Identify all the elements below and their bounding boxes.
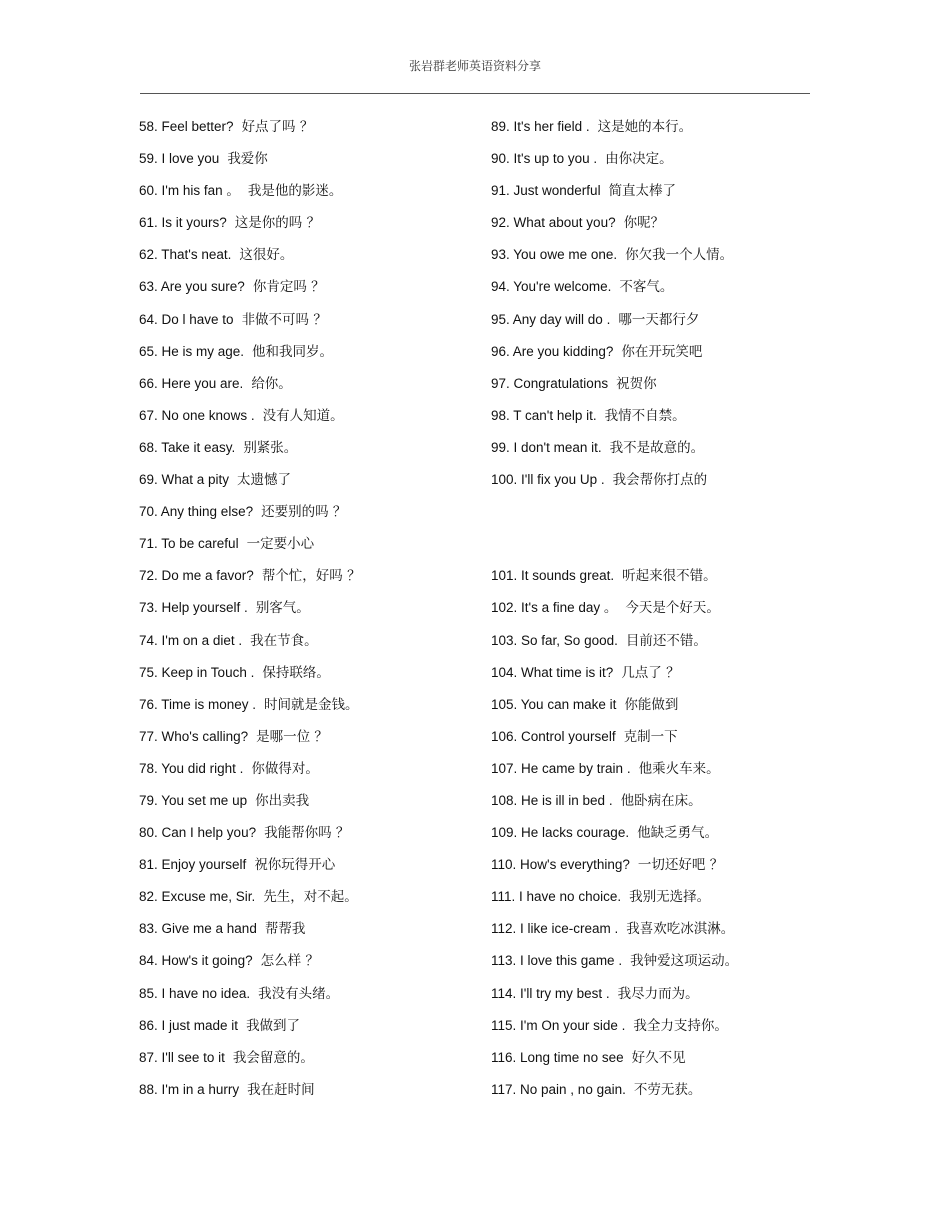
phrase-english: 67. No one knows . — [139, 407, 255, 423]
phrase-english: 98. T can't help it. — [491, 407, 597, 423]
phrase-chinese: 你出卖我 — [255, 792, 310, 809]
phrase-chinese: 好久不见 — [631, 1049, 686, 1066]
phrase-chinese: 我在节食。 — [250, 632, 318, 649]
phrase-row — [491, 753, 821, 785]
phrase-english: 84. How's it going? — [139, 953, 253, 969]
phrase-chinese: 几点了 ？ — [621, 664, 680, 681]
phrase-chinese: 我别无选择。 — [629, 889, 711, 906]
phrase-row — [491, 785, 821, 817]
phrase-row — [139, 143, 469, 175]
phrase-english: 105. You can make it — [491, 696, 617, 712]
phrase-row — [139, 849, 469, 881]
phrase-row — [139, 175, 469, 207]
phrase-row — [139, 1042, 469, 1074]
phrase-chinese: 你在开玩笑吧 — [621, 343, 703, 360]
phrase-chinese: 怎么样 ？ — [260, 953, 319, 970]
phrase-row — [491, 239, 821, 271]
phrase-english: 78. You did right . — [139, 760, 244, 776]
phrase-english: 64. Do l have to — [139, 311, 234, 327]
phrase-row — [139, 368, 469, 400]
phrase-row — [491, 368, 821, 400]
phrase-row — [139, 496, 469, 528]
phrase-chinese: 你做得对。 — [251, 760, 319, 777]
phrase-row — [491, 978, 821, 1010]
phrase-chinese: 别紧张。 — [243, 439, 298, 456]
phrase-chinese: 祝贺你 — [616, 375, 657, 392]
phrase-row — [491, 881, 821, 913]
phrase-english: 63. Are you sure? — [139, 279, 245, 295]
phrase-row — [491, 496, 821, 528]
phrase-english: 60. I'm his fan 。 — [139, 183, 240, 199]
phrase-row — [491, 207, 821, 239]
phrase-row — [139, 1074, 469, 1106]
phrase-row — [139, 528, 469, 560]
phrase-row — [139, 592, 469, 624]
phrase-english: 88. I'm in a hurry — [139, 1081, 240, 1097]
phrase-english: 87. I'll see to it — [139, 1049, 225, 1065]
phrase-row — [139, 560, 469, 592]
phrase-chinese: 一切还好吧 ？ — [637, 857, 724, 874]
phrase-english: 76. Time is money . — [139, 696, 257, 712]
phrase-english: 116. Long time no see — [491, 1049, 624, 1065]
phrase-english: 73. Help yourself . — [139, 600, 248, 616]
phrase-english: 59. I love you — [139, 151, 220, 167]
phrase-row — [491, 1074, 821, 1106]
phrase-chinese: 克制一下 — [623, 728, 678, 745]
phrase-english: 108. He is ill in bed . — [491, 792, 613, 808]
phrase-english: 69. What a pity — [139, 472, 230, 488]
phrase-english: 85. I have no idea. — [139, 985, 251, 1001]
phrase-english: 110. How's everything? — [491, 857, 630, 873]
phrase-english: 81. Enjoy yourself — [139, 857, 247, 873]
phrase-row — [139, 913, 469, 945]
phrase-row — [491, 143, 821, 175]
phrase-row — [491, 913, 821, 945]
phrase-row — [139, 753, 469, 785]
phrase-chinese: 哪一天都行夕 — [618, 311, 700, 328]
phrase-chinese: 祝你玩得开心 — [254, 857, 336, 874]
phrase-chinese: 听起来很不错。 — [622, 568, 717, 585]
phrase-row — [139, 689, 469, 721]
phrase-english: 86. I just made it — [139, 1017, 239, 1033]
phrase-english: 66. Here you are. — [139, 375, 244, 391]
phrase-chinese: 这很好。 — [239, 247, 294, 264]
phrase-chinese: 一定要小心 — [246, 536, 315, 553]
phrase-row — [139, 239, 469, 271]
phrase-chinese: 我能帮你吗 ？ — [264, 825, 350, 842]
phrase-row — [491, 528, 821, 560]
phrase-chinese: 你能做到 — [624, 696, 679, 713]
phrase-row — [139, 625, 469, 657]
phrase-row — [139, 207, 469, 239]
phrase-row — [491, 560, 821, 592]
phrase-chinese: 非做不可吗 ？ — [241, 311, 327, 328]
phrase-chinese: 我没有头绪。 — [258, 985, 340, 1002]
phrase-row — [491, 817, 821, 849]
phrase-row — [491, 111, 821, 143]
phrase-chinese: 他乘火车来。 — [638, 760, 720, 777]
phrase-row — [491, 625, 821, 657]
phrase-english: 111. I have no choice. — [491, 889, 622, 905]
phrase-english: 80. Can I help you? — [139, 825, 257, 841]
phrase-chinese: 保持联络。 — [262, 664, 330, 681]
phrase-row — [139, 881, 469, 913]
phrase-row — [139, 304, 469, 336]
phrase-row — [491, 336, 821, 368]
phrase-row — [491, 464, 821, 496]
phrase-english: 74. I'm on a diet . — [139, 632, 243, 648]
phrase-english: 113. I love this game . — [491, 953, 623, 969]
phrase-english: 58. Feel better? — [139, 119, 234, 134]
phrase-row — [491, 689, 821, 721]
phrase-row — [139, 464, 469, 496]
phrase-row — [139, 817, 469, 849]
phrase-chinese: 时间就是金钱。 — [264, 696, 359, 713]
phrase-chinese: 先生，对不起。 — [263, 889, 358, 906]
phrase-row — [139, 945, 469, 977]
phrase-chinese: 我钟爱这项运动。 — [630, 953, 739, 970]
phrase-chinese: 帮帮我 — [264, 921, 306, 938]
phrase-row — [491, 592, 821, 624]
phrase-row — [139, 400, 469, 432]
phrase-chinese: 他卧病在床。 — [620, 792, 702, 809]
phrase-english: 83. Give me a hand — [139, 921, 257, 937]
phrase-chinese: 今天是个好天。 — [625, 600, 720, 617]
phrase-english: 92. What about you? — [491, 215, 616, 231]
phrase-chinese: 太遗憾了 — [237, 472, 292, 489]
phrase-chinese: 简直太棒了 — [608, 183, 677, 200]
phrase-chinese: 他缺乏勇气。 — [637, 825, 719, 842]
phrase-chinese: 这是她的本行。 — [597, 119, 693, 135]
phrase-chinese: 好点了吗 ？ — [241, 119, 314, 135]
phrase-english: 106. Control yourself — [491, 728, 616, 744]
phrase-row — [491, 721, 821, 753]
phrase-chinese: 你呢？ — [623, 215, 665, 232]
phrase-english: 94. You're welcome. — [491, 279, 612, 295]
phrase-row — [139, 336, 469, 368]
phrase-english: 117. No pain , no gain. — [491, 1081, 626, 1097]
phrase-english: 79. You set me up — [139, 792, 248, 808]
phrase-row — [139, 111, 469, 143]
phrase-english: 68. Take it easy. — [139, 439, 236, 455]
phrase-chinese: 还要别的吗 ？ — [261, 504, 347, 521]
phrase-english: 115. I'm On your side . — [491, 1017, 626, 1033]
phrase-row — [491, 657, 821, 689]
phrase-chinese: 你肯定吗 ？ — [252, 279, 325, 296]
phrase-chinese: 不劳无获。 — [633, 1081, 702, 1098]
phrase-chinese: 别客气。 — [255, 600, 310, 617]
phrase-english: 93. You owe me one. — [491, 247, 618, 263]
phrase-english: 97. Congratulations — [491, 375, 609, 391]
phrase-chinese: 是哪一位 ？ — [256, 728, 328, 745]
phrase-row — [139, 432, 469, 464]
phrase-chinese: 我不是故意的。 — [609, 439, 705, 456]
phrase-chinese: 没有人知道。 — [262, 407, 344, 424]
phrase-row — [491, 432, 821, 464]
phrase-row — [491, 271, 821, 303]
phrase-english: 101. It sounds great. — [491, 568, 615, 584]
phrase-english: 72. Do me a favor? — [139, 568, 254, 584]
phrase-chinese: 我在赶时间 — [247, 1081, 315, 1098]
phrase-chinese: 由你决定。 — [605, 151, 673, 168]
phrase-row — [139, 785, 469, 817]
phrase-row — [139, 271, 469, 303]
page-header: 张岩群老师英语资料分享 — [408, 59, 541, 73]
phrase-chinese: 我全力支持你。 — [633, 1017, 728, 1034]
phrase-english: 109. He lacks courage. — [491, 825, 630, 841]
phrase-row — [491, 304, 821, 336]
phrase-row — [491, 175, 821, 207]
phrase-chinese: 我是他的影迷。 — [247, 183, 343, 200]
phrase-english: 71. To be careful — [139, 536, 239, 552]
phrase-chinese: 他和我同岁。 — [252, 343, 334, 360]
phrase-english: 77. Who's calling? — [139, 728, 249, 744]
phrase-row — [491, 849, 821, 881]
phrase-chinese: 这是你的吗 ？ — [234, 215, 321, 232]
phrase-english: 107. He came by train . — [491, 760, 631, 776]
phrase-english: 102. It's a fine day 。 — [491, 600, 618, 616]
phrase-chinese: 目前还不错。 — [625, 632, 707, 649]
phrase-chinese: 不客气。 — [619, 279, 674, 296]
phrase-chinese: 给你。 — [251, 375, 292, 392]
phrase-english: 91. Just wonderful — [491, 183, 601, 199]
phrase-row — [491, 1042, 821, 1074]
header-rule — [140, 93, 810, 94]
phrase-row — [139, 721, 469, 753]
left-column — [139, 111, 469, 1106]
phrase-chinese: 你欠我一个人情。 — [625, 247, 734, 264]
phrase-chinese: 帮个忙，好吗 ？ — [261, 568, 361, 585]
phrase-row — [139, 657, 469, 689]
phrase-chinese: 我做到了 — [246, 1017, 301, 1034]
phrase-english: 114. I'll try my best . — [491, 985, 610, 1001]
phrase-english: 65. He is my age. — [139, 343, 245, 359]
phrase-english: 82. Excuse me, Sir. — [139, 889, 256, 905]
phrase-row — [139, 1010, 469, 1042]
phrase-row — [491, 945, 821, 977]
phrase-english: 96. Are you kidding? — [491, 343, 614, 359]
phrase-chinese: 我尽力而为。 — [617, 985, 699, 1002]
phrase-english: 62. That's neat. — [139, 247, 232, 263]
phrase-chinese: 我会帮你打点的 — [612, 472, 708, 489]
phrase-english: 90. It's up to you . — [491, 151, 598, 167]
phrase-english: 103. So far, So good. — [491, 632, 618, 648]
phrase-english: 104. What time is it? — [491, 664, 614, 680]
phrase-row — [491, 1010, 821, 1042]
phrase-chinese: 我喜欢吃冰淇淋。 — [626, 921, 735, 938]
right-column — [491, 111, 821, 1106]
phrase-row — [491, 400, 821, 432]
phrase-chinese: 我情不自禁。 — [604, 407, 686, 424]
phrase-english: 61. Is it yours? — [139, 215, 227, 231]
phrase-english: 100. I'll fix you Up . — [491, 472, 605, 488]
phrase-english: 95. Any day will do . — [491, 311, 611, 327]
phrase-row — [139, 978, 469, 1010]
phrase-english: 89. It's her field . — [491, 119, 590, 134]
phrase-english: 99. I don't mean it. — [491, 439, 602, 455]
phrase-english: 75. Keep in Touch . — [139, 664, 255, 680]
phrase-english: 112. I like ice-cream . — [491, 921, 619, 937]
phrase-chinese: 我会留意的。 — [232, 1049, 314, 1066]
phrase-english: 70. Any thing else? — [139, 504, 254, 520]
phrase-chinese: 我爱你 — [227, 151, 268, 168]
